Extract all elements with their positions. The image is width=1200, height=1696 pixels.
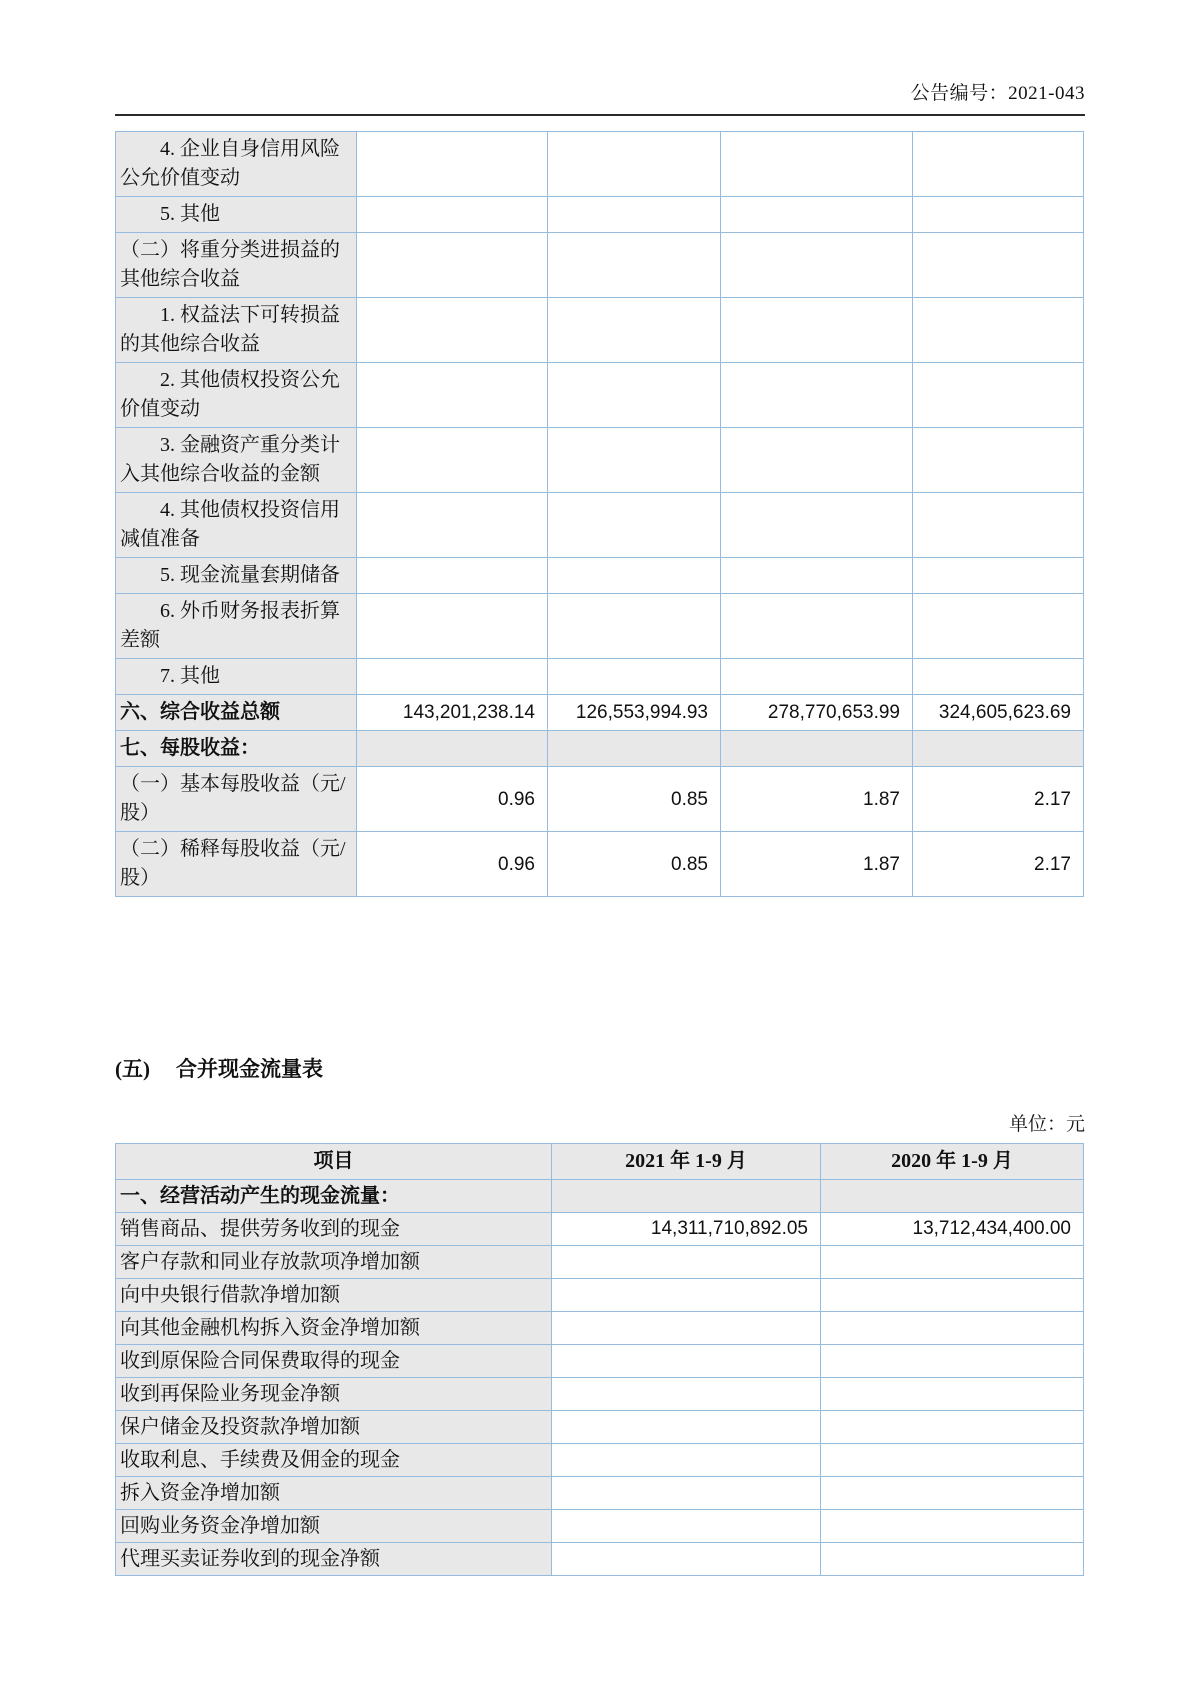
value-cell — [821, 1378, 1084, 1411]
value-cell — [721, 298, 913, 363]
value-cell — [913, 233, 1084, 298]
table-row — [116, 695, 1084, 731]
value-cell — [913, 298, 1084, 363]
value-cell — [913, 197, 1084, 233]
row-label: 5. 其他 — [116, 197, 357, 233]
table-row — [116, 1444, 1084, 1477]
value-cell — [821, 1279, 1084, 1312]
doc-number: 公告编号：2021-043 — [910, 83, 1085, 104]
value-cell — [552, 1279, 821, 1312]
value-cell — [721, 363, 913, 428]
value-cell: 14,311,710,892.05 — [552, 1213, 821, 1246]
row-label: 客户存款和同业存放款项净增加额 — [116, 1246, 552, 1279]
row-label: 七、每股收益： — [116, 731, 357, 767]
value-cell: 278,770,653.99 — [721, 695, 913, 731]
table-row — [116, 428, 1084, 493]
value-cell — [548, 197, 721, 233]
row-label: 一、经营活动产生的现金流量： — [116, 1180, 552, 1213]
row-label: 向其他金融机构拆入资金净增加额 — [116, 1312, 552, 1345]
value-cell: 143,201,238.14 — [357, 695, 548, 731]
value-cell — [721, 594, 913, 659]
value-cell — [913, 132, 1084, 197]
value-cell — [357, 197, 548, 233]
table-row — [116, 1510, 1084, 1543]
value-cell — [357, 493, 548, 558]
value-cell — [357, 233, 548, 298]
value-cell — [552, 1378, 821, 1411]
row-label: （二）将重分类进损益的其他综合收益 — [116, 233, 357, 298]
cash-table-body — [116, 1180, 1084, 1576]
value-cell — [913, 428, 1084, 493]
value-cell — [552, 1477, 821, 1510]
column-header-2021: 2021 年 1-9 月 — [552, 1144, 821, 1180]
table-row — [116, 558, 1084, 594]
column-header-2020: 2020 年 1-9 月 — [821, 1144, 1084, 1180]
column-header-item: 项目 — [116, 1144, 552, 1180]
row-label: 拆入资金净增加额 — [116, 1477, 552, 1510]
table-row — [116, 1378, 1084, 1411]
value-cell — [721, 558, 913, 594]
value-cell — [821, 1180, 1084, 1213]
value-cell — [821, 1444, 1084, 1477]
value-cell — [821, 1477, 1084, 1510]
value-cell — [552, 1312, 821, 1345]
cash-flow-table — [115, 1143, 1084, 1576]
value-cell — [821, 1345, 1084, 1378]
row-label: 六、综合收益总额 — [116, 695, 357, 731]
value-cell: 324,605,623.69 — [913, 695, 1084, 731]
section-index: (五) — [115, 1057, 150, 1081]
row-label: 3. 金融资产重分类计入其他综合收益的金额 — [116, 428, 357, 493]
table-row — [116, 1246, 1084, 1279]
value-cell — [357, 594, 548, 659]
table-row — [116, 659, 1084, 695]
value-cell — [913, 558, 1084, 594]
value-cell: 126,553,994.93 — [548, 695, 721, 731]
value-cell — [721, 197, 913, 233]
income-table-body — [116, 132, 1084, 897]
value-cell: 13,712,434,400.00 — [821, 1213, 1084, 1246]
page-content — [115, 0, 1085, 1576]
value-cell — [821, 1246, 1084, 1279]
value-cell — [357, 731, 548, 767]
value-cell — [821, 1411, 1084, 1444]
table-row — [116, 832, 1084, 897]
value-cell — [548, 558, 721, 594]
row-label: 2. 其他债权投资公允价值变动 — [116, 363, 357, 428]
table-row — [116, 594, 1084, 659]
row-label: （一）基本每股收益（元/股） — [116, 767, 357, 832]
row-label: 收到原保险合同保费取得的现金 — [116, 1345, 552, 1378]
row-label: （二）稀释每股收益（元/股） — [116, 832, 357, 897]
cash-flow-header-row — [116, 1144, 1084, 1180]
row-label: 保户储金及投资款净增加额 — [116, 1411, 552, 1444]
value-cell — [552, 1444, 821, 1477]
value-cell: 0.96 — [357, 767, 548, 832]
row-label: 回购业务资金净增加额 — [116, 1510, 552, 1543]
value-cell — [721, 731, 913, 767]
value-cell — [357, 132, 548, 197]
table-row — [116, 1477, 1084, 1510]
value-cell — [552, 1180, 821, 1213]
table-row — [116, 767, 1084, 832]
value-cell — [548, 132, 721, 197]
table-row — [116, 1543, 1084, 1576]
table-row — [116, 1279, 1084, 1312]
table-row — [116, 1411, 1084, 1444]
table-row — [116, 132, 1084, 197]
table-row — [116, 197, 1084, 233]
table-row — [116, 1312, 1084, 1345]
table-row — [116, 731, 1084, 767]
value-cell — [357, 428, 548, 493]
value-cell — [821, 1510, 1084, 1543]
value-cell — [357, 298, 548, 363]
row-label: 4. 企业自身信用风险公允价值变动 — [116, 132, 357, 197]
row-label: 代理买卖证券收到的现金净额 — [116, 1543, 552, 1576]
table-row — [116, 363, 1084, 428]
table-row — [116, 233, 1084, 298]
value-cell: 1.87 — [721, 832, 913, 897]
value-cell — [552, 1345, 821, 1378]
value-cell — [721, 493, 913, 558]
value-cell: 2.17 — [913, 767, 1084, 832]
row-label: 向中央银行借款净增加额 — [116, 1279, 552, 1312]
row-label: 5. 现金流量套期储备 — [116, 558, 357, 594]
row-label: 4. 其他债权投资信用减值准备 — [116, 493, 357, 558]
value-cell: 2.17 — [913, 832, 1084, 897]
value-cell — [721, 659, 913, 695]
table-row — [116, 1180, 1084, 1213]
section-title-text: 合并现金流量表 — [176, 1057, 323, 1081]
value-cell — [548, 363, 721, 428]
value-cell — [821, 1312, 1084, 1345]
row-label: 6. 外币财务报表折算差额 — [116, 594, 357, 659]
row-label: 销售商品、提供劳务收到的现金 — [116, 1213, 552, 1246]
value-cell — [821, 1543, 1084, 1576]
value-cell — [548, 428, 721, 493]
value-cell — [548, 594, 721, 659]
row-label: 收取利息、手续费及佣金的现金 — [116, 1444, 552, 1477]
row-label: 收到再保险业务现金净额 — [116, 1378, 552, 1411]
value-cell — [548, 298, 721, 363]
value-cell — [913, 594, 1084, 659]
value-cell — [913, 659, 1084, 695]
value-cell — [913, 363, 1084, 428]
value-cell — [552, 1246, 821, 1279]
row-label: 7. 其他 — [116, 659, 357, 695]
value-cell — [357, 558, 548, 594]
unit-label: 单位：元 — [1008, 1114, 1085, 1135]
value-cell — [357, 363, 548, 428]
value-cell — [548, 233, 721, 298]
table-row — [116, 493, 1084, 558]
value-cell — [548, 493, 721, 558]
value-cell: 0.85 — [548, 767, 721, 832]
value-cell — [552, 1543, 821, 1576]
value-cell — [913, 493, 1084, 558]
header-divider — [115, 114, 1085, 116]
value-cell: 0.96 — [357, 832, 548, 897]
section-title — [115, 1053, 1085, 1083]
table-row — [116, 1213, 1084, 1246]
value-cell — [721, 428, 913, 493]
value-cell — [721, 132, 913, 197]
table-row — [116, 298, 1084, 363]
comprehensive-income-table — [115, 131, 1084, 897]
value-cell: 1.87 — [721, 767, 913, 832]
value-cell: 0.85 — [548, 832, 721, 897]
value-cell — [548, 659, 721, 695]
row-label: 1. 权益法下可转损益的其他综合收益 — [116, 298, 357, 363]
value-cell — [357, 659, 548, 695]
value-cell — [548, 731, 721, 767]
value-cell — [552, 1510, 821, 1543]
table-row — [116, 1345, 1084, 1378]
value-cell — [721, 233, 913, 298]
value-cell — [552, 1411, 821, 1444]
value-cell — [913, 731, 1084, 767]
